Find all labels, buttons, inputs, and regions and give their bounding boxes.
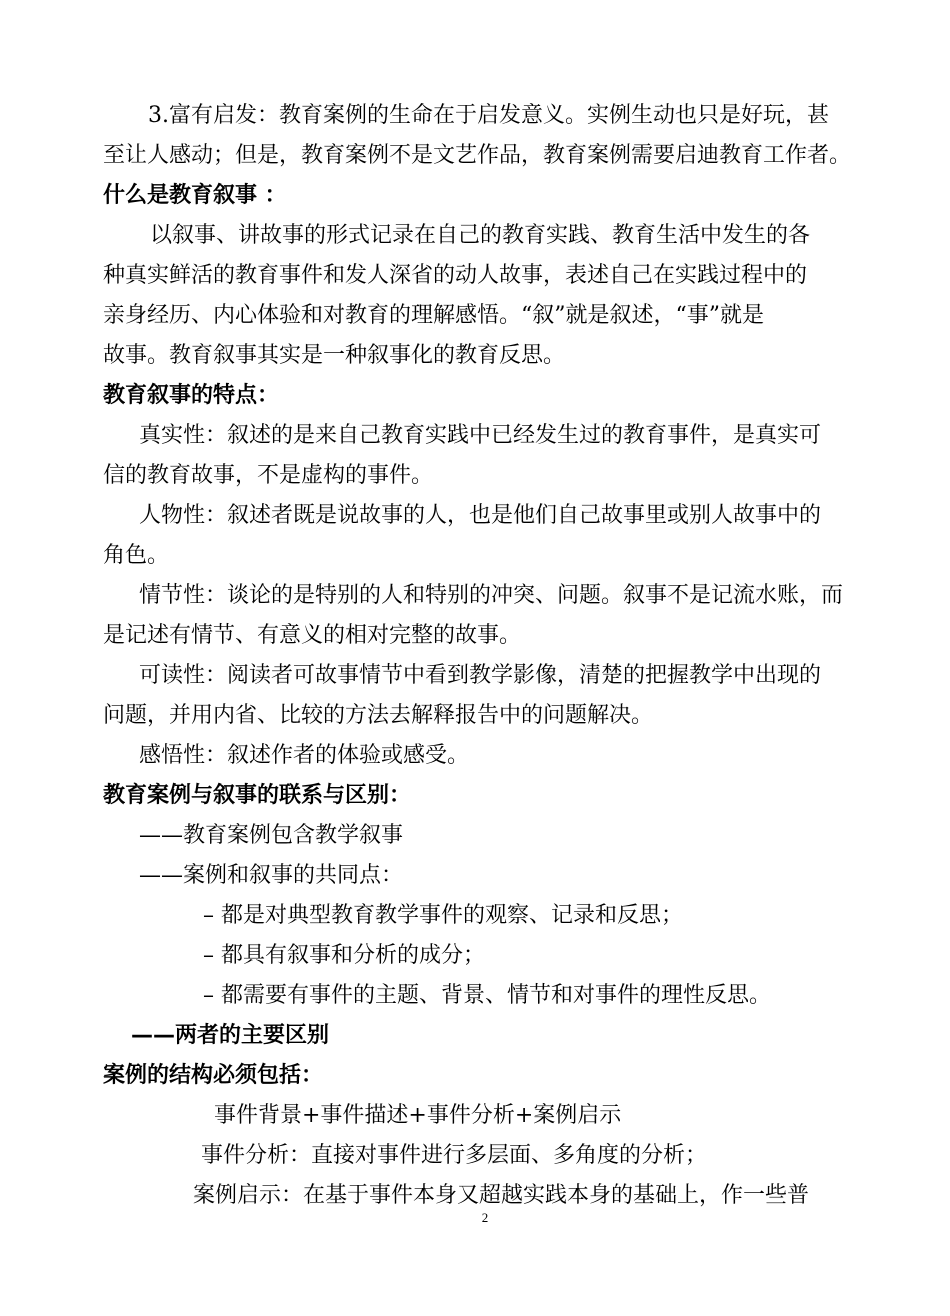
bullet-item: – 都是对典型教育教学事件的观察、记录和反思；	[203, 903, 683, 928]
structure-formula: 事件背景+事件描述+事件分析+案例启示	[214, 1103, 622, 1128]
paragraph-line: 以叙事、讲故事的形式记录在自己的教育实践、教育生活中发生的各	[150, 223, 811, 248]
paragraph-line: 感悟性：叙述作者的体验或感受。	[139, 743, 470, 768]
bullet-item: – 都需要有事件的主题、背景、情节和对事件的理性反思。	[203, 983, 771, 1008]
paragraph-line: 信的教育故事，不是虚构的事件。	[103, 463, 434, 488]
dash-item: ——教育案例包含教学叙事	[139, 823, 404, 848]
paragraph-line: 问题，并用内省、比较的方法去解释报告中的问题解决。	[103, 703, 654, 728]
section-heading: 什么是教育叙事 ：	[103, 183, 287, 208]
paragraph-line: 真实性：叙述的是来自己教育实践中已经发生过的教育事件，是真实可	[139, 423, 822, 448]
paragraph-line: 至让人感动；但是，教育案例不是文艺作品，教育案例需要启迪教育工作者。	[103, 143, 852, 168]
paragraph-line: 是记述有情节、有意义的相对完整的故事。	[103, 623, 522, 648]
page-number: 2	[481, 1210, 489, 1225]
paragraph-line: 角色。	[103, 543, 170, 568]
subheading: ——两者的主要区别	[131, 1023, 330, 1048]
section-heading: 案例的结构必须包括：	[103, 1063, 324, 1088]
dash-item: ——案例和叙事的共同点：	[139, 863, 404, 888]
paragraph-line: 故事。教育叙事其实是一种叙事化的教育反思。	[103, 343, 566, 368]
section-heading: 教育叙事的特点：	[103, 383, 280, 408]
paragraph-line: 案例启示：在基于事件本身又超越实践本身的基础上，作一些普	[193, 1183, 810, 1208]
paragraph-line: 情节性：谈论的是特别的人和特别的冲突、问题。叙事不是记流水账，而	[139, 583, 844, 608]
paragraph-line: 亲身经历、内心体验和对教育的理解感悟。“叙”就是叙述，“事”就是	[103, 303, 764, 328]
paragraph-line: 事件分析：直接对事件进行多层面、多角度的分析；	[201, 1143, 708, 1168]
paragraph-line: 人物性：叙述者既是说故事的人，也是他们自己故事里或别人故事中的	[139, 503, 822, 528]
paragraph-line: 可读性：阅读者可故事情节中看到教学影像，清楚的把握教学中出现的	[139, 663, 822, 688]
bullet-item: – 都具有叙事和分析的成分；	[203, 943, 485, 968]
paragraph-line: 3.富有启发：教育案例的生命在于启发意义。实例生动也只是好玩，甚	[148, 103, 829, 128]
paragraph-line: 种真实鲜活的教育事件和发人深省的动人故事，表述自己在实践过程中的	[103, 263, 808, 288]
section-heading: 教育案例与叙事的联系与区别：	[103, 783, 412, 808]
